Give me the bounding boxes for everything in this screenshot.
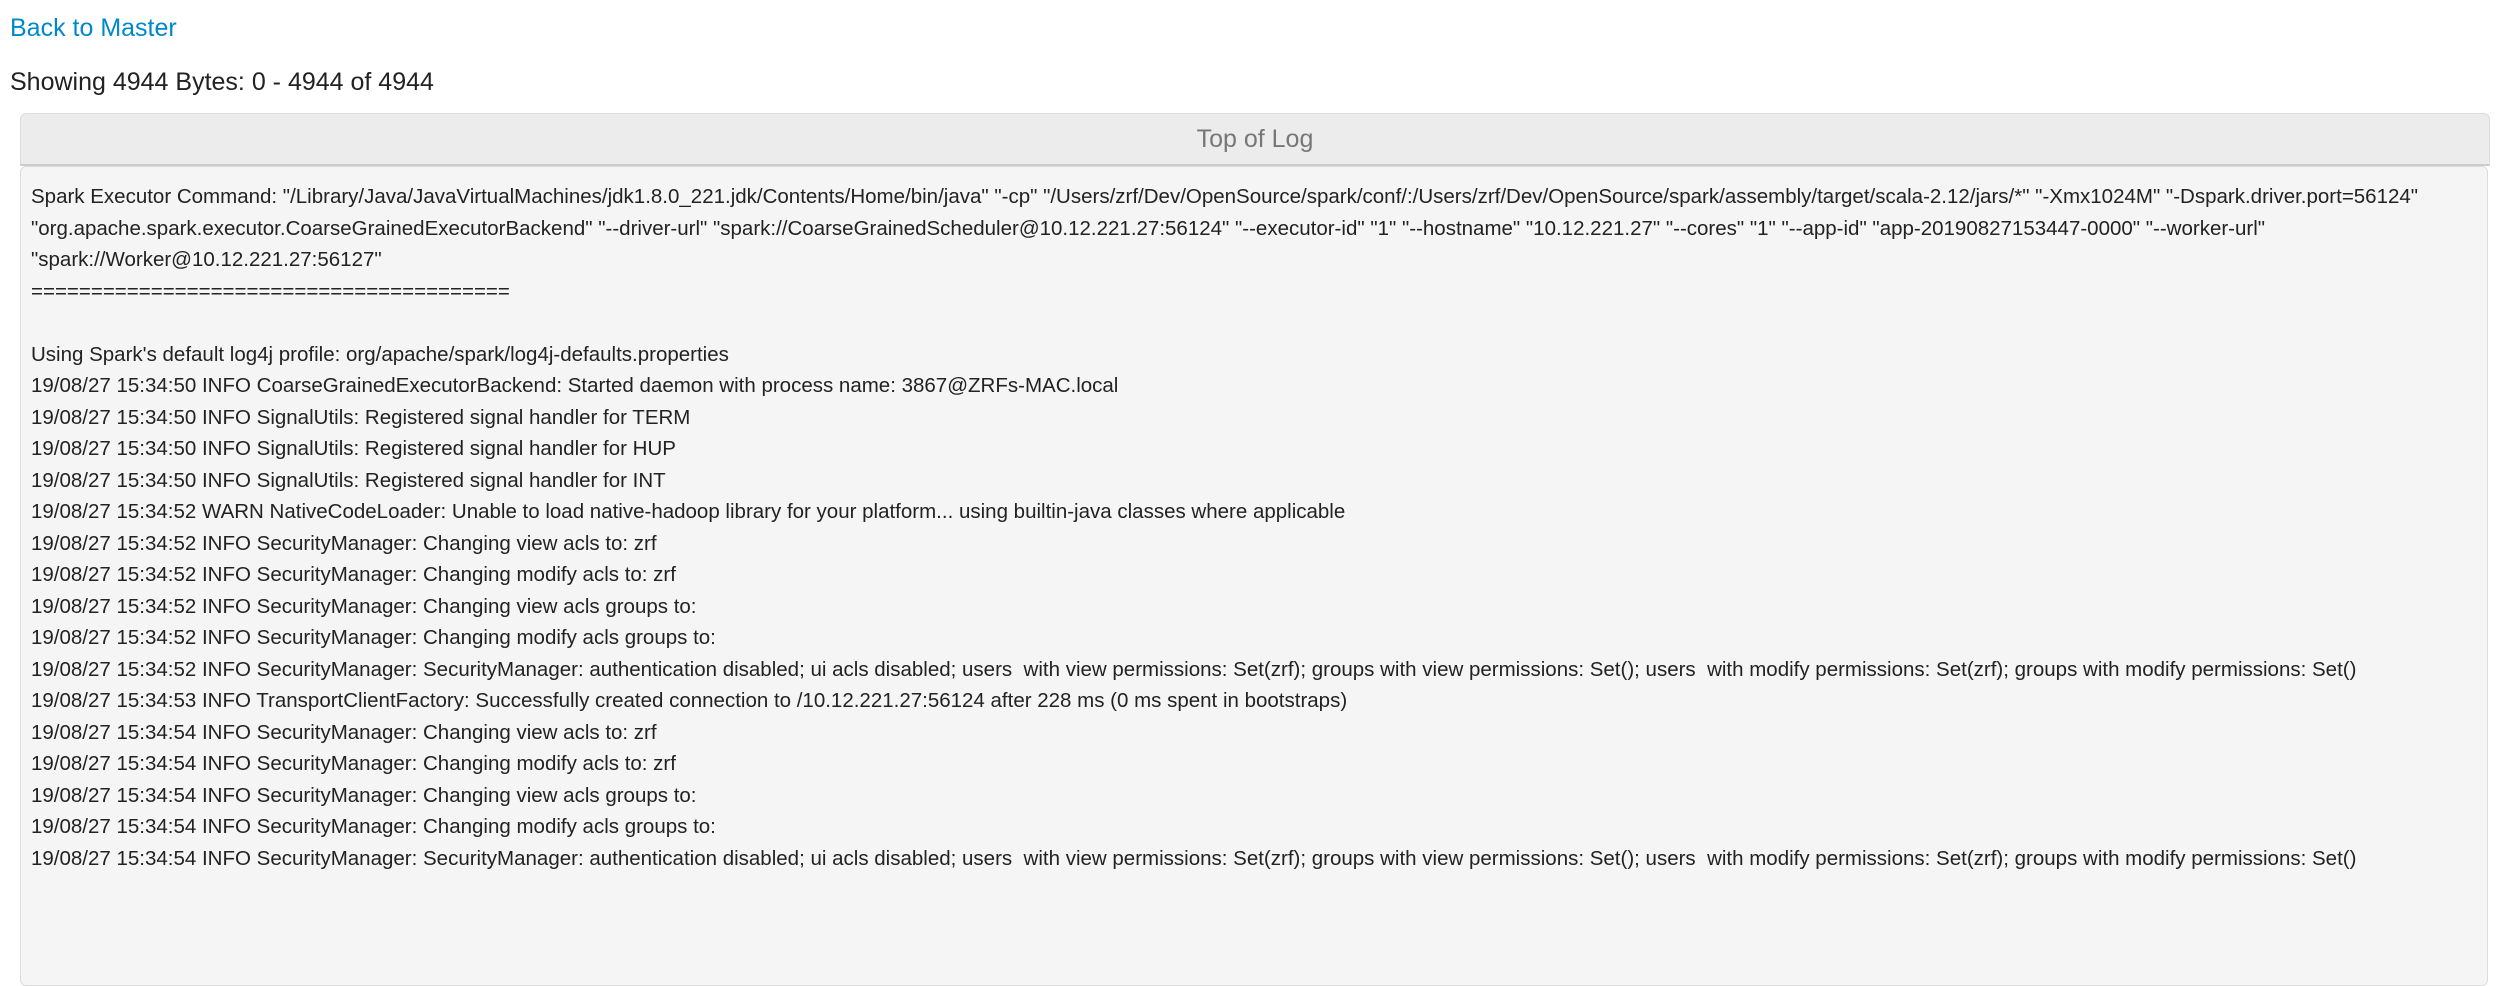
log-line: 19/08/27 15:34:54 INFO SecurityManager: Changing modify acls to: zrf <box>31 752 676 775</box>
log-line: 19/08/27 15:34:52 WARN NativeCodeLoader: Unable to load native-hadoop library for your platform... using builtin-java classes where applicable <box>31 500 1346 523</box>
log-line: 19/08/27 15:34:54 INFO SecurityManager: Changing view acls to: zrf <box>31 720 657 744</box>
log-line: 19/08/27 15:34:52 INFO SecurityManager: Changing modify acls groups to: <box>31 626 716 649</box>
log-line: 19/08/27 15:34:52 INFO SecurityManager: SecurityManager: authentication disabled; ui acls disabled; users with view permissions: Set(zrf); groups with view permissions: Set(); users with modify permissions: Set(zrf); groups with modify permissions: Set() <box>31 657 2357 681</box>
log-line <box>31 307 2477 339</box>
log-line: 19/08/27 15:34:52 INFO SecurityManager: Changing view acls groups to: <box>31 594 697 618</box>
log-line: 19/08/27 15:34:50 INFO CoarseGrainedExecutorBackend: Started daemon with process name: 3867@ZRFs-MAC.local <box>31 374 1119 397</box>
log-line: Using Spark's default log4j profile: org/apache/spark/log4j-defaults.properties <box>31 342 729 366</box>
log-line: ======================================== <box>31 279 510 303</box>
log-line: 19/08/27 15:34:54 INFO SecurityManager: Changing modify acls groups to: <box>31 815 716 838</box>
log-line: 19/08/27 15:34:54 INFO SecurityManager: SecurityManager: authentication disabled; ui acls disabled; users with view permissions: Set(zrf); groups with view permissions: Set(); users with modify permissions: Set(zrf); groups with modify permissions: Set() <box>31 846 2357 870</box>
byte-range-status: Showing 4944 Bytes: 0 - 4944 of 4944 <box>10 68 434 96</box>
log-line: 19/08/27 15:34:52 INFO SecurityManager: Changing modify acls to: zrf <box>31 563 676 586</box>
log-line: 19/08/27 15:34:50 INFO SignalUtils: Registered signal handler for TERM <box>31 405 691 429</box>
log-line: 19/08/27 15:34:54 INFO SecurityManager: Changing view acls groups to: <box>31 783 697 807</box>
back-to-master-link[interactable]: Back to Master <box>10 14 177 42</box>
log-line: Spark Executor Command: "/Library/Java/JavaVirtualMachines/jdk1.8.0_221.jdk/Contents/Home/bin/java" "-cp" "/Users/zrf/Dev/OpenSource/spark/conf/:/Users/zrf/Dev/OpenSource/spark/assembly/target/scala-2.12/jars/*" "-Xmx1024M" "-Dspark.driver.port=56124" "org.apache.spark.executor.CoarseGrainedExecutorBackend" "--driver-url" "spark://CoarseGrainedScheduler@10.12.221.27:56124" "--executor-id" "1" "--hostname" "10.12.221.27" "--cores" "1" "--app-id" "app-20190827153447-0000" "--worker-url" "spark://Worker@10.12.221.27:56127" <box>31 185 2424 271</box>
log-content <box>20 166 2488 986</box>
log-line: 19/08/27 15:34:50 INFO SignalUtils: Registered signal handler for INT <box>31 468 666 492</box>
log-line: 19/08/27 15:34:53 INFO TransportClientFactory: Successfully created connection to /10.12.221.27:56124 after 228 ms (0 ms spent in bootstraps) <box>31 689 1348 712</box>
log-line: 19/08/27 15:34:50 INFO SignalUtils: Registered signal handler for HUP <box>31 437 676 460</box>
log-line: 19/08/27 15:34:52 INFO SecurityManager: Changing view acls to: zrf <box>31 531 657 555</box>
top-of-log-button[interactable]: Top of Log <box>20 113 2490 166</box>
